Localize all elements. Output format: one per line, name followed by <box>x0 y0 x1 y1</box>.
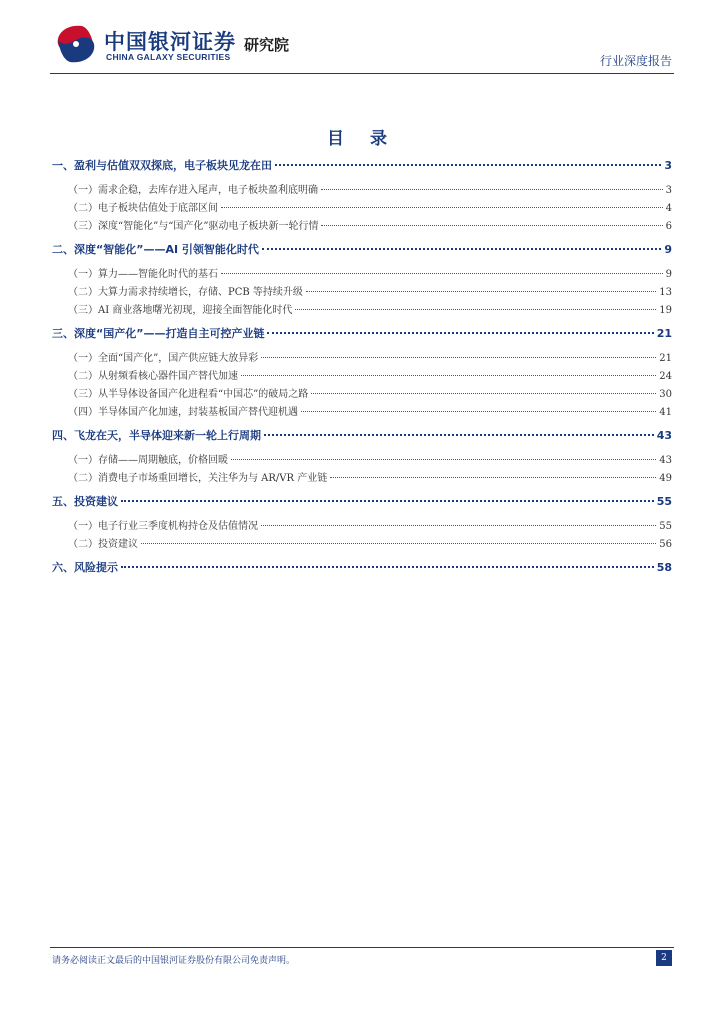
toc-page-number: 58 <box>656 561 672 574</box>
toc-subsection-entry[interactable] <box>52 283 672 301</box>
toc-page-number: 30 <box>659 389 672 400</box>
toc-page-number: 43 <box>659 455 672 466</box>
page-number-badge: 2 <box>656 950 672 966</box>
toc-subsection-label: （一）需求企稳，去库存进入尾声，电子板块盈利底明确 <box>68 185 318 196</box>
toc-page-number: 21 <box>659 353 672 364</box>
toc-dot-leader <box>306 291 656 292</box>
logo-english-name: CHINA GALAXY SECURITIES <box>106 52 231 62</box>
toc-page-number: 3 <box>664 159 672 172</box>
toc-subsection-label: （二）从射频看核心器件国产替代加速 <box>68 371 238 382</box>
toc-section-entry[interactable] <box>52 157 672 175</box>
toc-page-number: 24 <box>659 371 672 382</box>
toc-subsection-entry[interactable] <box>52 367 672 385</box>
toc-dot-leader <box>267 332 653 334</box>
toc-dot-leader <box>321 189 663 190</box>
toc-section-label: 六、风险提示 <box>52 561 118 574</box>
toc-subsection-entry[interactable] <box>52 199 672 217</box>
institute-label: 研究院 <box>244 36 290 54</box>
toc-subsection-entry[interactable] <box>52 535 672 553</box>
toc-subsection-label: （四）半导体国产化加速，封装基板国产替代迎机遇 <box>68 407 298 418</box>
toc-subsection-entry[interactable] <box>52 517 672 535</box>
logo-chinese-name: 中国银河证券 <box>104 30 236 54</box>
toc-page-number: 21 <box>656 327 672 340</box>
page-header <box>0 0 724 80</box>
toc-section-entry[interactable] <box>52 427 672 445</box>
toc-dot-leader <box>241 375 656 376</box>
toc-section-entry[interactable] <box>52 493 672 511</box>
toc-section-label: 三、深度“国产化”——打造自主可控产业链 <box>52 327 265 340</box>
toc-subsection-entry[interactable] <box>52 385 672 403</box>
toc-page-number: 6 <box>665 221 672 232</box>
footer-divider <box>50 947 674 948</box>
toc-subsection-label: （二）电子板块估值处于底部区间 <box>68 203 218 214</box>
toc-page-number: 4 <box>665 203 672 214</box>
toc-dot-leader <box>264 434 654 436</box>
toc-dot-leader <box>330 477 656 478</box>
toc-page-number: 55 <box>659 521 672 532</box>
toc-dot-leader <box>311 393 656 394</box>
toc-subsection-label: （一）算力——智能化时代的基石 <box>68 269 218 280</box>
toc-subsection-entry[interactable] <box>52 469 672 487</box>
toc-page-number: 55 <box>656 495 672 508</box>
toc-dot-leader <box>121 566 654 568</box>
toc-page-number: 49 <box>659 473 672 484</box>
toc-subsection-label: （一）存储——周期触底，价格回暖 <box>68 455 228 466</box>
toc-page-number: 56 <box>659 539 672 550</box>
toc-section-entry[interactable] <box>52 241 672 259</box>
toc-dot-leader <box>321 225 662 226</box>
toc-subsection-label: （一）全面“国产化”，国产供应链大放异彩 <box>68 353 259 364</box>
toc-subsection-label: （三）AI 商业落地曙光初现，迎接全面智能化时代 <box>68 305 293 316</box>
toc-subsection-label: （三）深度“智能化”与“国产化”驱动电子板块新一轮行情 <box>68 221 319 232</box>
disclaimer-text: 请务必阅读正文最后的中国银河证券股份有限公司免责声明。 <box>52 956 296 966</box>
toc-subsection-label: （二）大算力需求持续增长，存储、PCB 等持续升级 <box>68 287 303 298</box>
galaxy-logo-icon <box>52 22 100 66</box>
toc-subsection-label: （三）从半导体设备国产化进程看“中国芯”的破局之路 <box>68 389 309 400</box>
toc-section-label: 四、飞龙在天，半导体迎来新一轮上行周期 <box>52 429 261 442</box>
toc-page-number: 41 <box>659 407 672 418</box>
toc-dot-leader <box>301 411 656 412</box>
toc-dot-leader <box>221 273 663 274</box>
header-divider <box>50 73 674 74</box>
toc-page-number: 19 <box>659 305 672 316</box>
toc-page-number: 43 <box>656 429 672 442</box>
toc-subsection-entry[interactable] <box>52 301 672 319</box>
toc-dot-leader <box>262 248 661 250</box>
toc-subsection-entry[interactable] <box>52 349 672 367</box>
toc-dot-leader <box>295 309 656 310</box>
toc-dot-leader <box>261 357 656 358</box>
toc-section-entry[interactable] <box>52 325 672 343</box>
toc-subsection-entry[interactable] <box>52 217 672 235</box>
toc-dot-leader <box>141 543 656 544</box>
toc-dot-leader <box>275 164 661 166</box>
toc-section-label: 二、深度“智能化”——AI 引领智能化时代 <box>52 243 259 256</box>
toc-page-number: 9 <box>665 269 672 280</box>
toc-subsection-entry[interactable] <box>52 451 672 469</box>
toc-subsection-label: （一）电子行业三季度机构持仓及估值情况 <box>68 521 258 532</box>
toc-section-entry[interactable] <box>52 559 672 577</box>
toc-dot-leader <box>221 207 663 208</box>
toc-page-number: 13 <box>659 287 672 298</box>
toc-dot-leader <box>121 500 654 502</box>
toc-subsection-entry[interactable] <box>52 403 672 421</box>
toc-section-label: 一、盈利与估值双双探底，电子板块见龙在田 <box>52 159 272 172</box>
toc-dot-leader <box>261 525 656 526</box>
toc-subsection-entry[interactable] <box>52 181 672 199</box>
toc-dot-leader <box>231 459 656 460</box>
toc-subsection-label: （二）投资建议 <box>68 539 138 550</box>
toc-page-number: 3 <box>665 185 672 196</box>
toc-subsection-entry[interactable] <box>52 265 672 283</box>
toc-page-number: 9 <box>664 243 672 256</box>
report-type-label: 行业深度报告 <box>599 54 672 68</box>
table-of-contents <box>52 157 672 583</box>
toc-title: 目 录 <box>327 129 397 149</box>
toc-section-label: 五、投资建议 <box>52 495 118 508</box>
toc-subsection-label: （二）消费电子市场重回增长，关注华为与 AR/VR 产业链 <box>68 473 328 484</box>
